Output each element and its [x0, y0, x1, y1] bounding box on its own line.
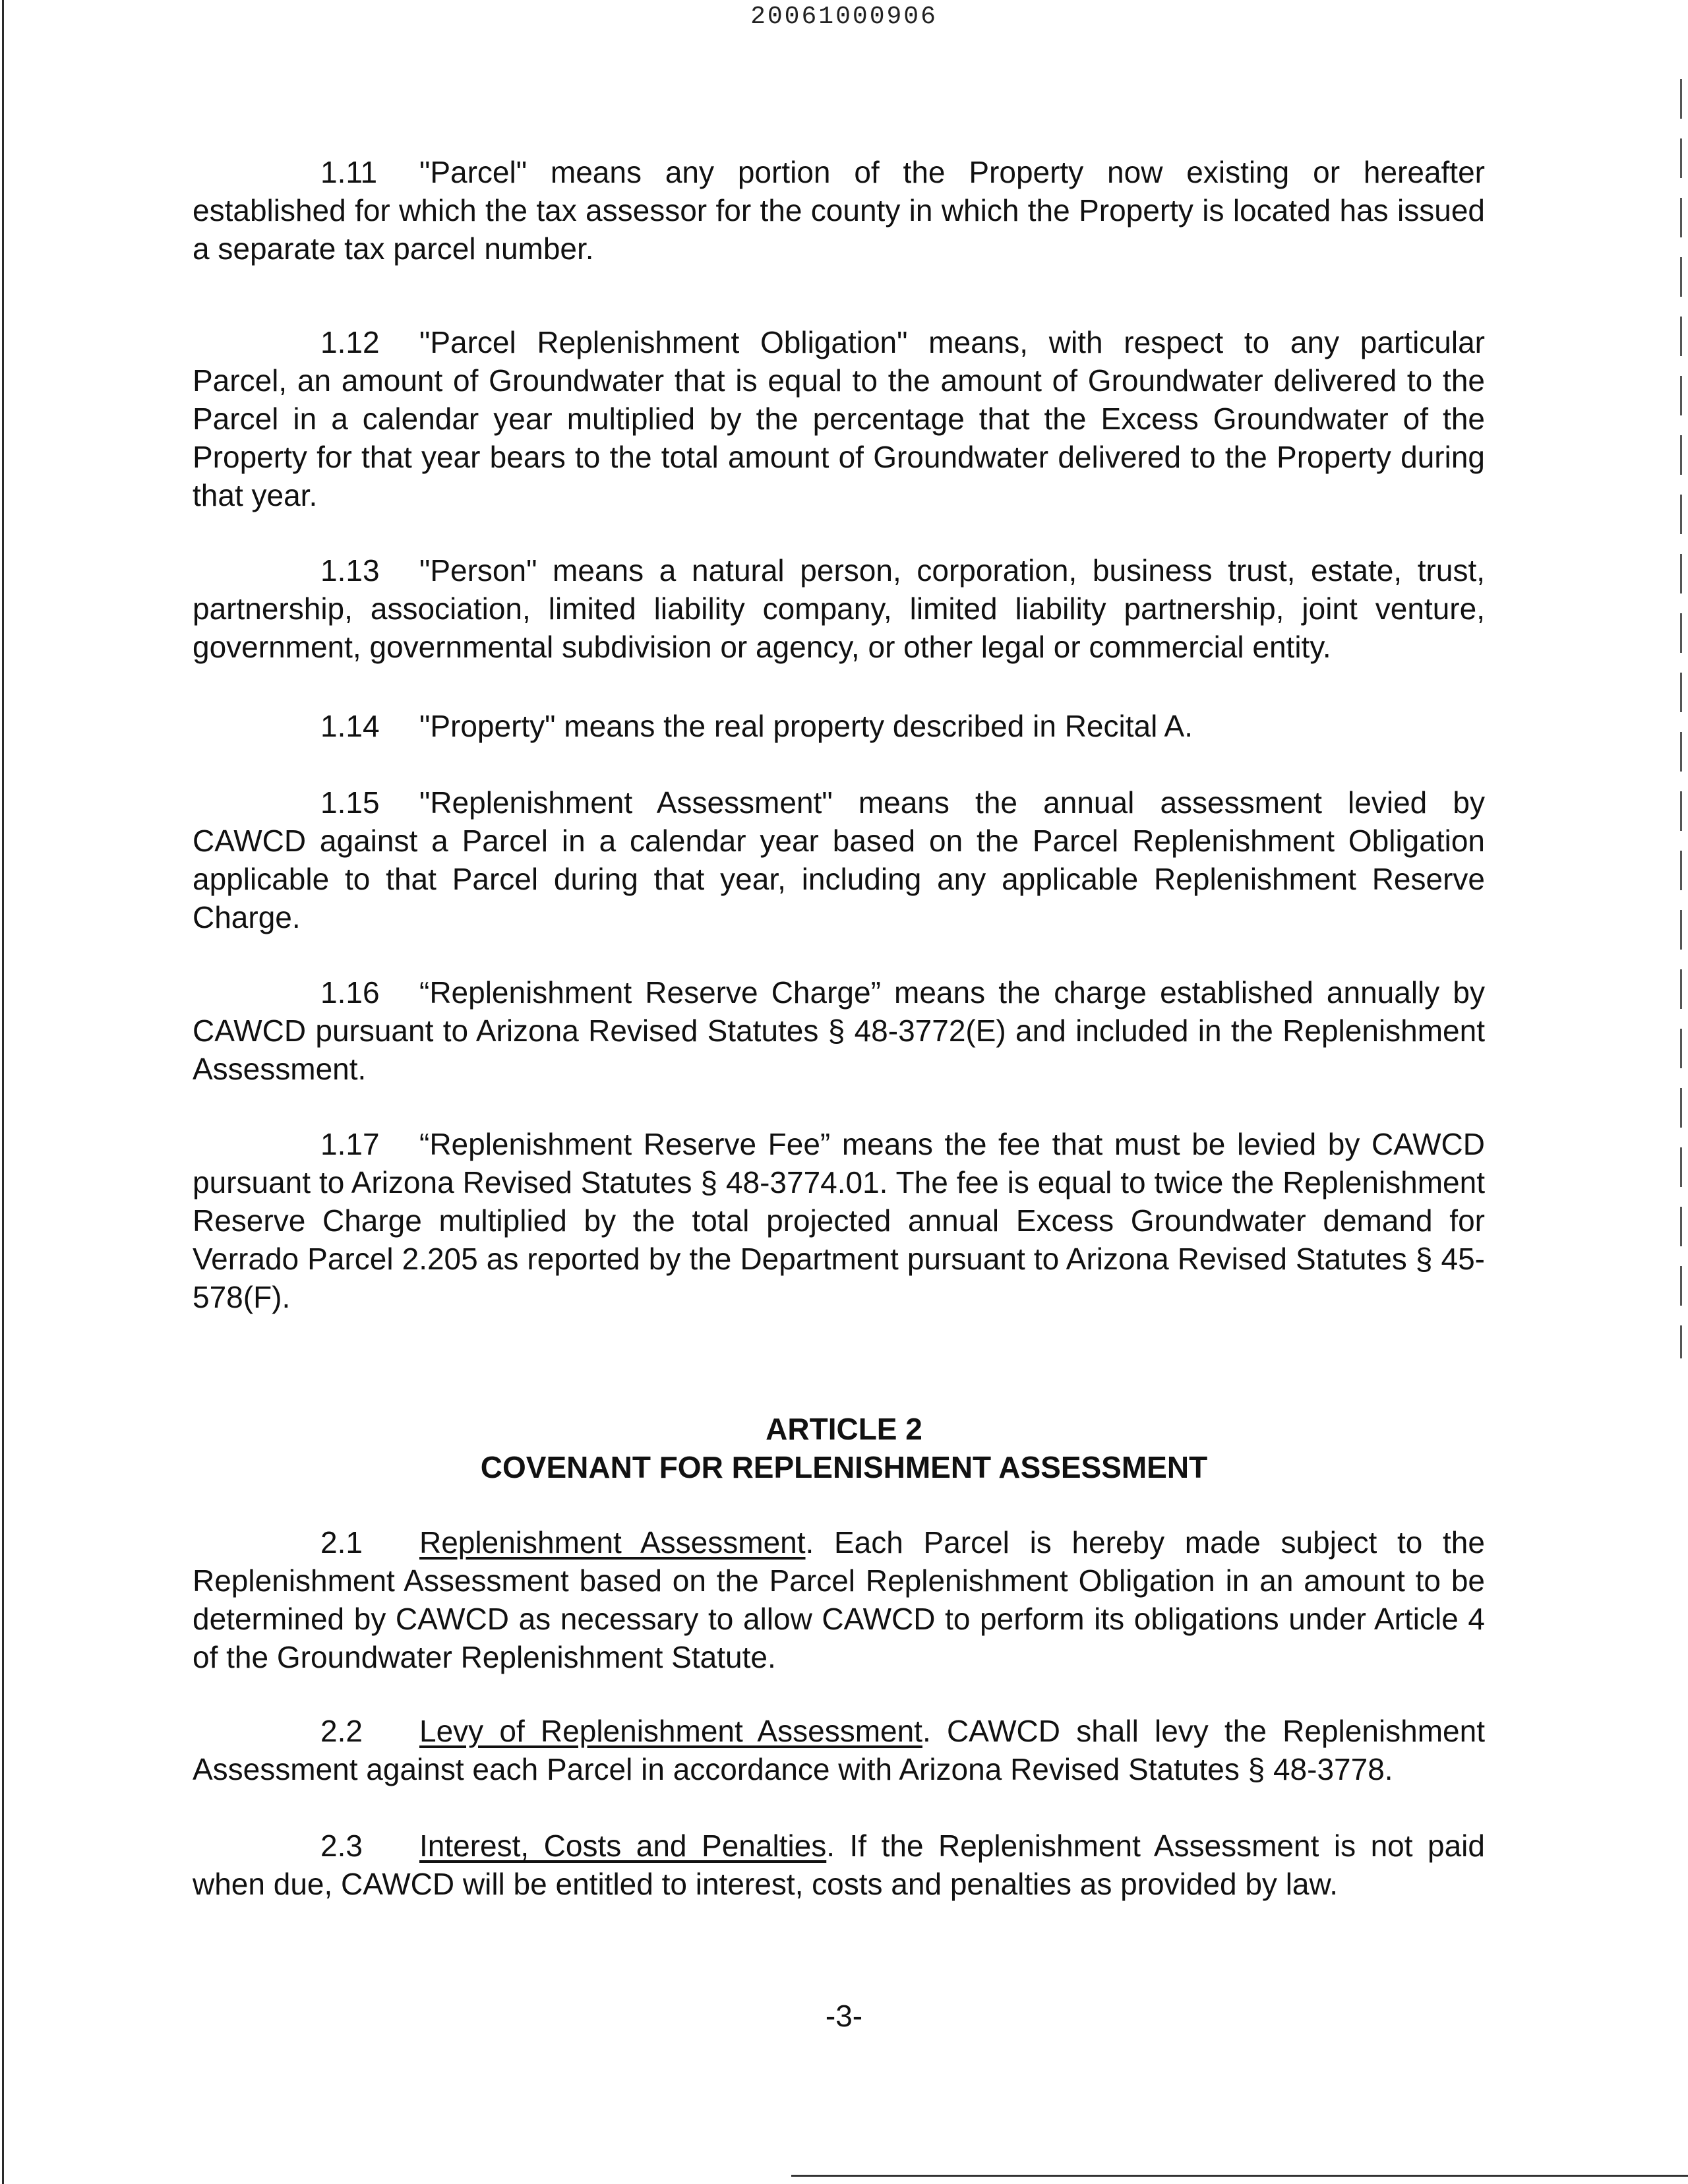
section-text: . Each Parcel is hereby made subject to the Replenishment Assessment based on the Parcel Replenishment Obligation in an amount to be determined by CAWCD as necessary to allow CAWCD to perform its obligations under Article 4 of the Groundwater Replenishment Statute.	[193, 1525, 1485, 1674]
definition-text: "Property" means the real property described in Recital A.	[419, 709, 1193, 743]
section-heading: Interest, Costs and Penalties	[419, 1829, 827, 1863]
definition-text: "Person" means a natural person, corporation, business trust, estate, trust, partnership, association, limited liability company, limited liability partnership, joint venture, government, governmental subdivision or agency, or other legal or commercial entity.	[193, 553, 1485, 664]
article-subtitle: COVENANT FOR REPLENISHMENT ASSESSMENT	[480, 1450, 1208, 1484]
section-text: . If the Replenishment Assessment is not paid when due, CAWCD will be entitled to interest, costs and penalties as provided by law.	[193, 1829, 1485, 1901]
definition-text: "Parcel Replenishment Obligation" means, with respect to any particular Parcel, an amount of Groundwater that is equal to the amount of Groundwater delivered to the Parcel in a calendar year multiplied by the percentage that the Excess Groundwater of the Property for that year bears to the total amount of Groundwater delivered to the Property during that year.	[193, 325, 1485, 512]
definition-1-12	[193, 323, 1485, 514]
scan-border-left	[2, 0, 4, 2184]
definition-1-14	[193, 707, 1485, 745]
section-number: 2.2	[320, 1714, 363, 1748]
definition-1-17	[193, 1125, 1485, 1316]
section-number: 2.3	[320, 1829, 363, 1863]
section-number: 2.1	[320, 1525, 363, 1560]
section-heading: Replenishment Assessment	[419, 1525, 806, 1560]
section-2-2	[193, 1712, 1485, 1788]
definition-number: 1.16	[320, 975, 380, 1010]
definition-number: 1.17	[320, 1127, 380, 1161]
scan-border-right	[1680, 79, 1682, 1358]
article-title: ARTICLE 2	[766, 1412, 922, 1446]
definition-1-15	[193, 783, 1485, 936]
definition-number: 1.12	[320, 325, 380, 359]
definition-text: “Replenishment Reserve Charge” means the charge established annually by CAWCD pursuant to Arizona Revised Statutes § 48-3772(E) and included in the Replenishment Assessment.	[193, 975, 1485, 1086]
definition-1-16	[193, 973, 1485, 1088]
definition-1-11	[193, 153, 1485, 268]
section-2-1	[193, 1523, 1485, 1676]
definition-number: 1.13	[320, 553, 380, 588]
definition-text: "Parcel" means any portion of the Property now existing or hereafter established for which the tax assessor for the county in which the Property is located has issued a separate tax parcel number.	[193, 155, 1485, 266]
definition-text: “Replenishment Reserve Fee” means the fee that must be levied by CAWCD pursuant to Arizona Revised Statutes § 48-3774.01. The fee is equal to twice the Replenishment Reserve Charge multiplied by the total projected annual Excess Groundwater demand for Verrado Parcel 2.205 as reported by the Department pursuant to Arizona Revised Statutes § 45-578(F).	[193, 1127, 1485, 1314]
definition-text: "Replenishment Assessment" means the annual assessment levied by CAWCD against a Parcel in a calendar year based on the Parcel Replenishment Obligation applicable to that Parcel during that year, including any applicable Replenishment Reserve Charge.	[193, 785, 1485, 934]
definition-number: 1.11	[320, 155, 378, 189]
section-text: . CAWCD shall levy the Replenishment Assessment against each Parcel in accordance with Arizona Revised Statutes § 48-3778.	[193, 1714, 1485, 1786]
scan-border-bottom	[791, 2175, 1688, 2177]
definition-number: 1.15	[320, 785, 380, 820]
section-2-3	[193, 1827, 1485, 1903]
definition-number: 1.14	[320, 709, 380, 743]
definition-1-13	[193, 551, 1485, 666]
section-heading: Levy of Replenishment Assessment	[419, 1714, 922, 1748]
recording-number: 20061000906	[750, 3, 938, 31]
page-number: -3-	[825, 1999, 863, 2033]
